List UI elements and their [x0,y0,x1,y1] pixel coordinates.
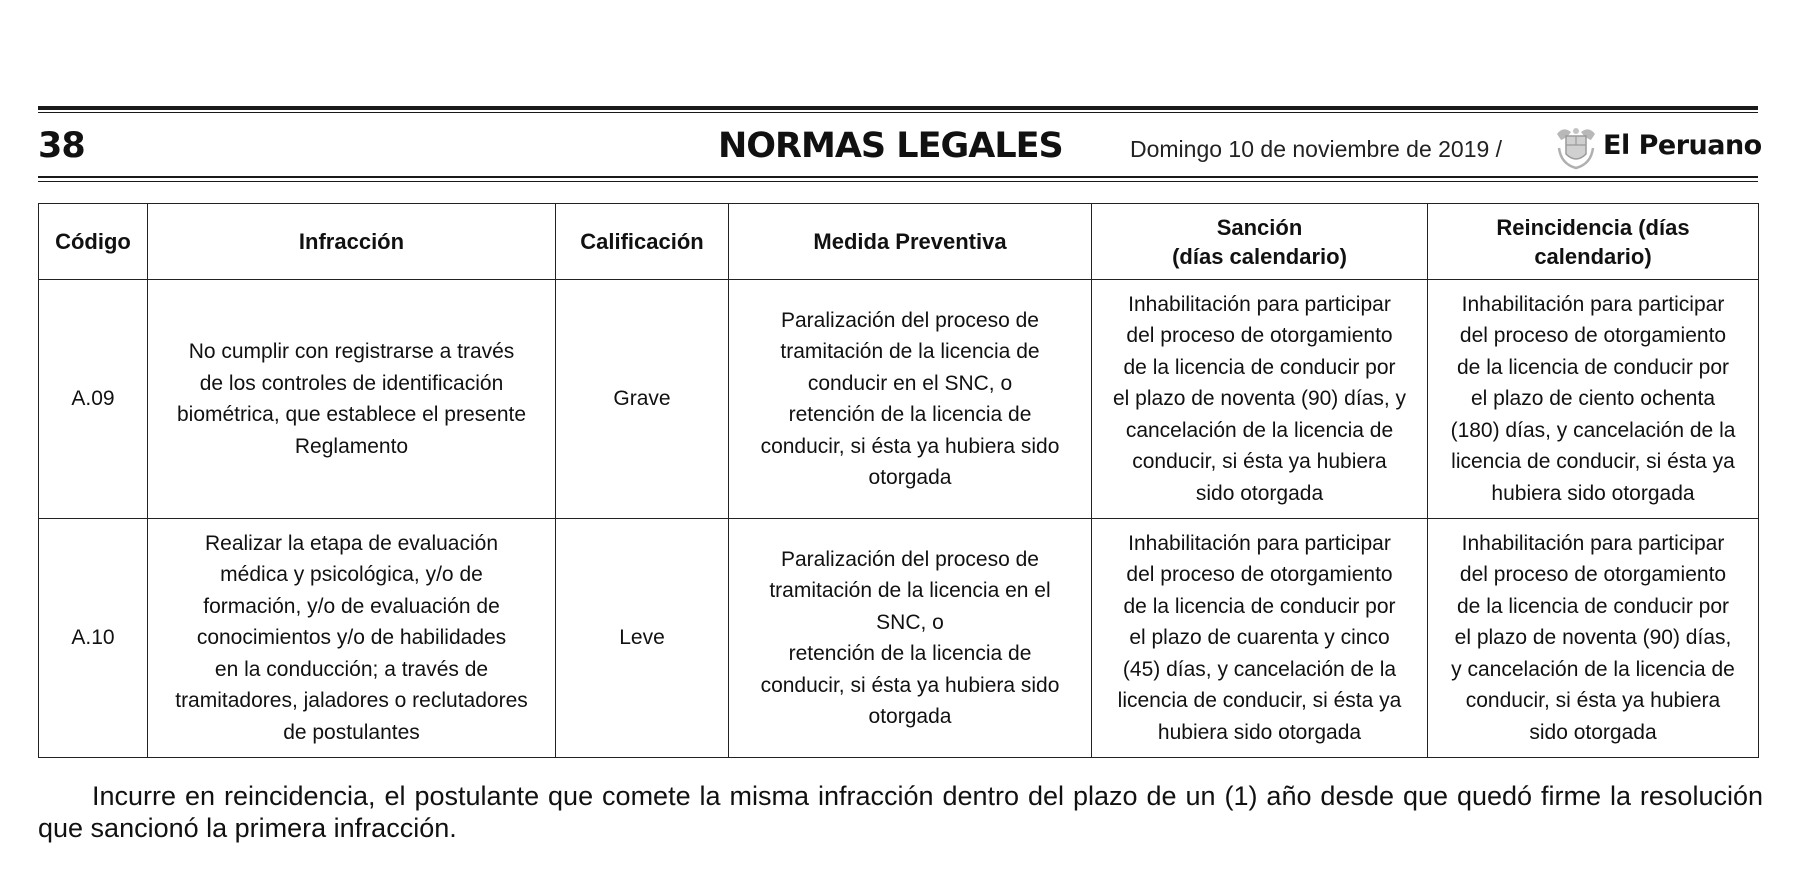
column-header-reincidencia: Reincidencia (días calendario) [1428,204,1759,280]
body-paragraph [38,780,1763,844]
column-header-calificacion: Calificación [556,204,729,280]
column-header-sancion: Sanción (días calendario) [1092,204,1428,280]
cell-infraccion: No cumplir con registrarse a través de los controles de identificación biométrica, que establece el presente Reglamento [148,280,556,519]
cell-medida-preventiva: Paralización del proceso de tramitación de la licencia de conducir en el SNC, o retención de la licencia de conducir, si ésta ya hubiera sido otorgada [729,280,1092,519]
cell-reincidencia: Inhabilitación para participar del proceso de otorgamiento de la licencia de conducir por el plazo de ciento ochenta (180) días, y cancelación de la licencia de conducir, si ésta ya hubiera sido otorgada [1428,280,1759,519]
table-row [39,280,1759,519]
header-top-rule-thin [38,112,1758,113]
table-header-row [39,204,1759,280]
newspaper-name: El Peruano [1603,130,1762,161]
peru-coat-of-arms-icon [1553,124,1599,172]
cell-calificacion: Leve [556,519,729,758]
infractions-table [38,203,1759,758]
cell-infraccion: Realizar la etapa de evaluación médica y psicológica, y/o de formación, y/o de evaluación de conocimientos y/o de habilidades en la conducción; a través de tramitadores, jaladores o reclutadores de postulantes [148,519,556,758]
header-top-rule [38,106,1758,110]
cell-sancion: Inhabilitación para participar del proceso de otorgamiento de la licencia de conducir por el plazo de noventa (90) días, y cancelación de la licencia de conducir, si ésta ya hubiera sido otorgada [1092,280,1428,519]
cell-codigo: A.09 [39,280,148,519]
body-paragraph-text: Incurre en reincidencia, el postulante que comete la misma infracción dentro del plazo de un (1) año desde que quedó firme la resolución que sancionó la primera infracción. [38,781,1763,843]
column-header-medida-preventiva: Medida Preventiva [729,204,1092,280]
cell-calificacion: Grave [556,280,729,519]
column-header-codigo: Código [39,204,148,280]
table-row [39,519,1759,758]
page-number: 38 [38,126,85,166]
header-bottom-rule [38,176,1758,178]
cell-reincidencia: Inhabilitación para participar del proceso de otorgamiento de la licencia de conducir por el plazo de noventa (90) días, y cancelación de la licencia de conducir, si ésta ya hubiera sido otorgada [1428,519,1759,758]
section-title: NORMAS LEGALES [718,126,1063,166]
cell-medida-preventiva: Paralización del proceso de tramitación de la licencia en el SNC, o retención de la licencia de conducir, si ésta ya hubiera sido otorgada [729,519,1092,758]
cell-codigo: A.10 [39,519,148,758]
header-date: Domingo 10 de noviembre de 2019 / [1130,136,1503,162]
header-bottom-rule-thin [38,181,1758,182]
column-header-infraccion: Infracción [148,204,556,280]
cell-sancion: Inhabilitación para participar del proceso de otorgamiento de la licencia de conducir por el plazo de cuarenta y cinco (45) días, y cancelación de la licencia de conducir, si ésta ya hubiera sido otorgada [1092,519,1428,758]
